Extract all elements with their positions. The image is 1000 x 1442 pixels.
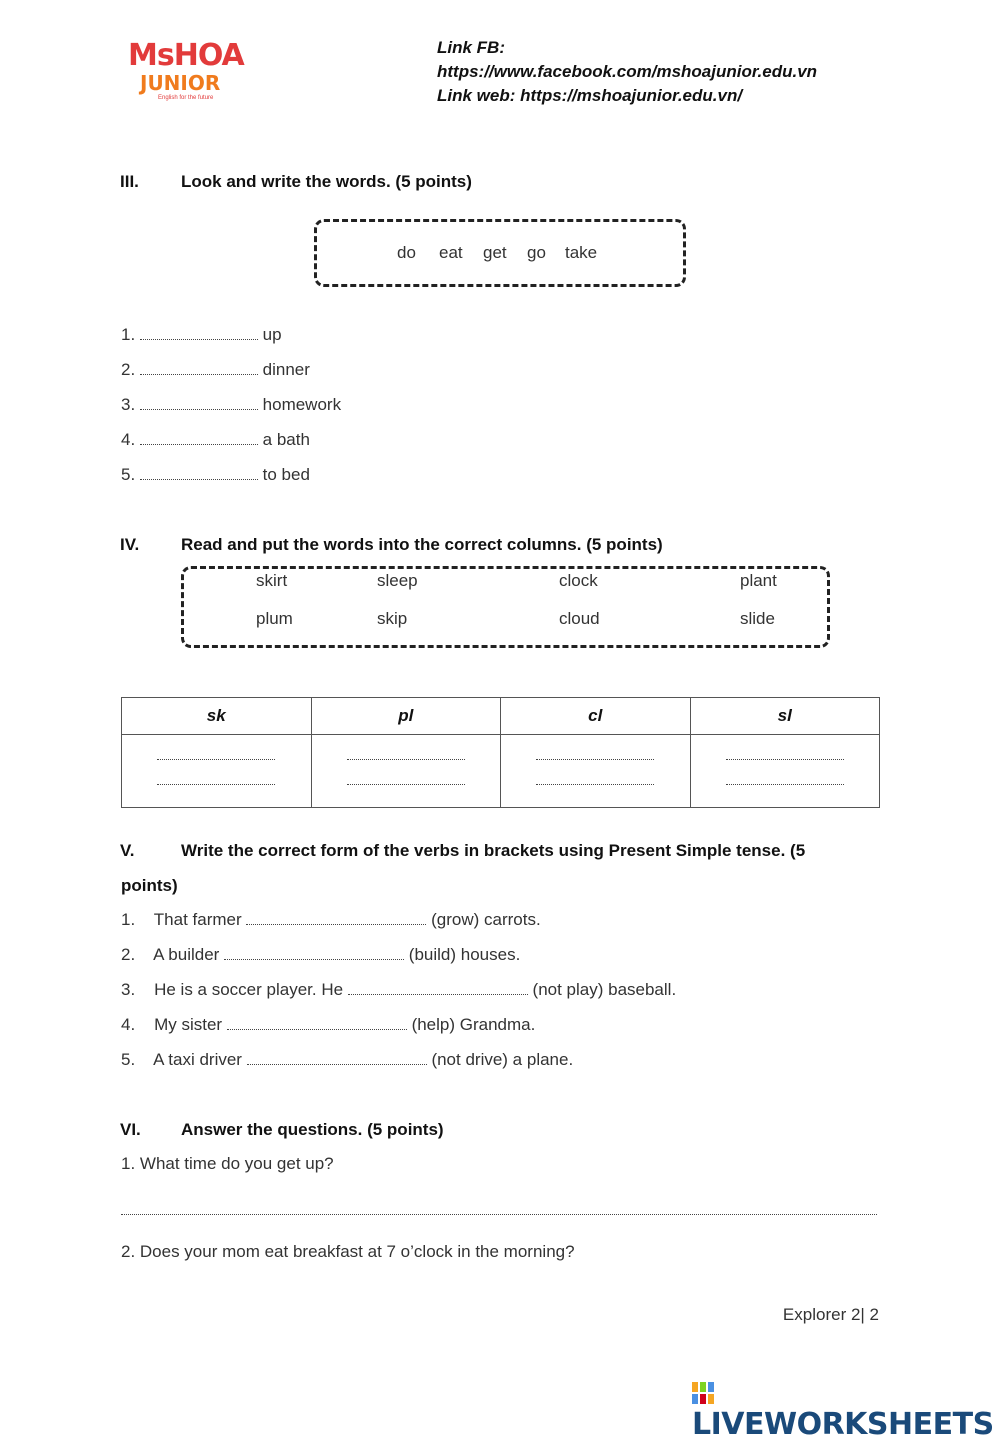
item-text: (build) houses. (408, 945, 521, 964)
word-bank-item: skip (377, 609, 408, 628)
word-bank-item: plum (256, 609, 293, 628)
answer-blank[interactable] (157, 749, 275, 760)
liveworksheets-text: LIVEWORKSHEETS (692, 1407, 994, 1442)
item-number: 2. (121, 360, 136, 379)
section-5-heading (0, 841, 1000, 865)
column-cell (690, 735, 880, 808)
item-text: My sister (154, 1015, 223, 1034)
section-3-title: Look and write the words. (5 points) (181, 172, 472, 191)
section-6-number: VI. (120, 1120, 141, 1139)
column-cell (122, 735, 312, 808)
answer-blank[interactable] (247, 1052, 427, 1065)
link-fb-url[interactable]: https://www.facebook.com/mshoajunior.edu.vn (437, 62, 818, 81)
logo-mid-text: JUNIOR (140, 71, 221, 95)
section-6-heading (0, 1120, 1000, 1144)
section-5-title: Write the correct form of the verbs in brackets using Present Simple tense. (5 (181, 841, 806, 860)
section-3-number: III. (120, 172, 139, 191)
column-header: sk (122, 698, 312, 735)
logo-tagline: English for the future (158, 95, 214, 101)
word-bank-item: sleep (377, 571, 418, 590)
answer-blank[interactable] (536, 774, 654, 785)
item-number: 3. (121, 980, 136, 999)
exercise-5-item-2 (121, 945, 520, 965)
exercise-5-item-1 (121, 910, 541, 930)
answer-blank[interactable] (140, 467, 258, 480)
answer-blank[interactable] (347, 749, 465, 760)
column-header: sl (690, 698, 880, 735)
brand-logo (128, 40, 258, 110)
liveworksheets-brand (692, 1372, 1000, 1442)
exercise-3-item-5 (121, 465, 310, 485)
word-bank-3-words (0, 243, 1000, 267)
word-bank-item: plant (740, 571, 777, 590)
item-text: (not play) baseball. (532, 980, 677, 999)
column-cell (501, 735, 691, 808)
column-cell (311, 735, 501, 808)
answer-line-1[interactable] (121, 1204, 877, 1215)
liveworksheets-icon (692, 1377, 714, 1399)
section-3-heading (0, 172, 1000, 196)
link-web[interactable]: Link web: https://mshoajunior.edu.vn/ (437, 86, 743, 105)
link-fb-label: Link FB: (437, 38, 505, 57)
item-text: (help) Grandma. (411, 1015, 536, 1034)
item-text: a bath (262, 430, 310, 449)
header-links (437, 36, 817, 108)
word-bank-item: slide (740, 609, 775, 628)
item-number: 5. (121, 465, 136, 484)
word-bank-item: get (483, 243, 507, 262)
logo-top-text: MsHOA (128, 38, 244, 73)
answer-blank[interactable] (347, 774, 465, 785)
item-text: (grow) carrots. (431, 910, 541, 929)
exercise-5-item-5 (121, 1050, 573, 1070)
answer-blank[interactable] (157, 774, 275, 785)
answer-blank[interactable] (348, 982, 528, 995)
exercise-5-item-3 (121, 980, 676, 1000)
item-number: 2. (121, 945, 136, 964)
column-header: cl (501, 698, 691, 735)
column-header: pl (311, 698, 501, 735)
question-2: 2. Does your mom eat breakfast at 7 o’clock in the morning? (121, 1242, 575, 1261)
answer-blank[interactable] (246, 912, 426, 925)
answer-blank[interactable] (140, 397, 258, 410)
section-4-number: IV. (120, 535, 140, 554)
word-bank-4-row-2 (0, 609, 1000, 633)
word-bank-item: clock (559, 571, 598, 590)
item-text: to bed (262, 465, 310, 484)
word-bank-item: do (397, 243, 416, 262)
answer-blank[interactable] (536, 749, 654, 760)
columns-header-row (122, 698, 880, 735)
item-number: 3. (121, 395, 136, 414)
item-text: homework (262, 395, 342, 414)
columns-table (121, 697, 880, 808)
word-bank-item: cloud (559, 609, 600, 628)
item-text: That farmer (153, 910, 242, 929)
item-text: dinner (262, 360, 310, 379)
section-5-number: V. (120, 841, 135, 860)
item-number: 5. (121, 1050, 136, 1069)
item-number: 1. (121, 325, 136, 344)
item-text: up (262, 325, 282, 344)
item-text: (not drive) a plane. (431, 1050, 574, 1069)
answer-blank[interactable] (140, 327, 258, 340)
answer-blank[interactable] (726, 774, 844, 785)
item-text: A builder (153, 945, 220, 964)
item-text: A taxi driver (153, 1050, 242, 1069)
answer-blank[interactable] (726, 749, 844, 760)
exercise-3-item-4 (121, 430, 310, 450)
page-footer: Explorer 2| 2 (782, 1305, 879, 1324)
item-number: 4. (121, 1015, 136, 1034)
answer-blank[interactable] (227, 1017, 407, 1030)
section-6-title: Answer the questions. (5 points) (181, 1120, 444, 1139)
item-number: 1. (121, 910, 136, 929)
word-bank-4-row-1 (0, 571, 1000, 595)
item-text: He is a soccer player. He (154, 980, 344, 999)
exercise-3-item-3 (121, 395, 341, 415)
answer-blank[interactable] (140, 362, 258, 375)
section-4-heading (0, 535, 1000, 559)
question-1: 1. What time do you get up? (121, 1154, 334, 1173)
exercise-5-item-4 (121, 1015, 535, 1035)
exercise-3-item-1 (121, 325, 282, 345)
item-number: 4. (121, 430, 136, 449)
word-bank-item: take (565, 243, 598, 262)
word-bank-item: go (527, 243, 546, 262)
answer-blank[interactable] (140, 432, 258, 445)
section-5-title-cont: points) (121, 876, 178, 895)
exercise-3-item-2 (121, 360, 310, 380)
word-bank-item: skirt (256, 571, 288, 590)
word-bank-item: eat (439, 243, 463, 262)
section-4-title: Read and put the words into the correct columns. (5 points) (181, 535, 663, 554)
columns-answer-row (122, 735, 880, 808)
answer-blank[interactable] (224, 947, 404, 960)
